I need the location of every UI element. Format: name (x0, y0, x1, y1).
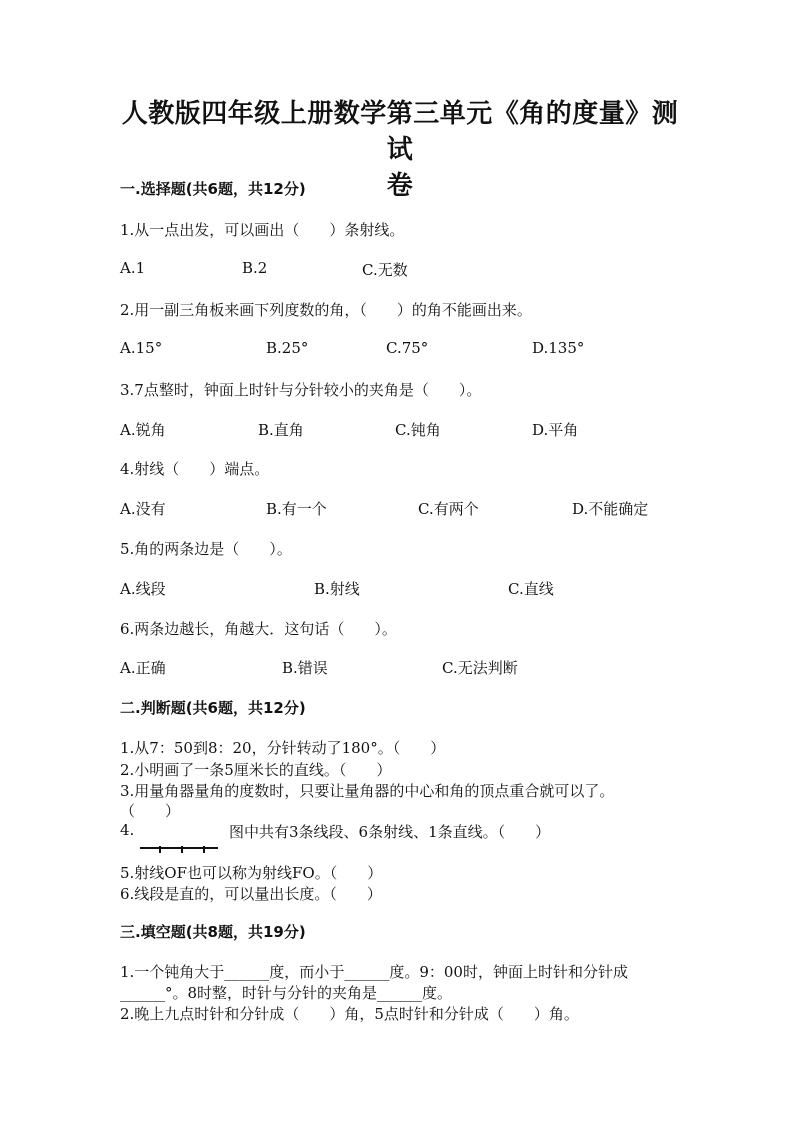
line-figure (140, 843, 218, 855)
fill-item: 1.一个钝角大于______度，而小于______度。9：00时，钟面上时针和分针成 (120, 963, 628, 981)
judgement-item-continued: （ ） (120, 802, 181, 820)
question-text: 2.用一副三角板来画下列度数的角，（ ）的角不能画出来。 (120, 301, 532, 319)
option-a: A.正确 (120, 659, 166, 677)
option-c: C.有两个 (418, 500, 479, 518)
section-heading-judgement: 二.判断题(共6题，共12分) (120, 699, 306, 717)
question-text: 1.从一点出发，可以画出（ ）条射线。 (120, 221, 405, 239)
option-b: B.25° (266, 339, 309, 357)
option-d: D.平角 (532, 421, 579, 439)
question-text: 3.7点整时，钟面上时针与分针较小的夹角是（ ）。 (120, 381, 482, 399)
option-d: D.不能确定 (572, 500, 649, 518)
question-text: 4.射线（ ）端点。 (120, 460, 270, 478)
section-heading-choice: 一.选择题(共6题，共12分) (120, 180, 306, 198)
fill-item: 2.晚上九点时针和分针成（ ）角，5点时针和分针成（ ）角。 (120, 1005, 579, 1023)
option-d: D.135° (532, 339, 585, 357)
judgement-item: 1.从7：50到8：20，分针转动了180°。（ ） (120, 739, 446, 757)
option-a: A.没有 (120, 500, 166, 518)
option-a: A.15° (120, 339, 163, 357)
option-c: C.无数 (362, 261, 408, 279)
question-text: 6.两条边越长，角越大．这句话（ ）。 (120, 620, 397, 638)
option-c: C.直线 (508, 580, 554, 598)
title-line-2: 卷 (386, 171, 414, 201)
judgement-item: 6.线段是直的，可以量出长度。（ ） (120, 885, 382, 903)
fill-item-continued: ______°。8时整，时针与分针的夹角是______度。 (120, 984, 453, 1002)
judgement-item: 2.小明画了一条5厘米长的直线。（ ） (120, 761, 392, 779)
option-a: A.线段 (120, 580, 166, 598)
judgement-item-number: 4. (120, 821, 135, 839)
option-c: C.钝角 (395, 421, 441, 439)
option-b: B.直角 (258, 421, 304, 439)
judgement-item: 5.射线OF也可以称为射线FO。（ ） (120, 864, 383, 882)
option-a: A.1 (120, 259, 146, 277)
question-text: 5.角的两条边是（ ）。 (120, 540, 292, 558)
option-b: B.有一个 (266, 500, 327, 518)
option-b: B.射线 (314, 580, 360, 598)
judgement-item: 图中共有3条线段、6条射线、1条直线。（ ） (229, 823, 551, 841)
judgement-item: 3.用量角器量角的度数时，只要让量角器的中心和角的顶点重合就可以了。 (120, 782, 615, 800)
title-line-1: 人教版四年级上册数学第三单元《角的度量》测试 (121, 99, 679, 165)
option-c: C.无法判断 (442, 659, 518, 677)
section-heading-fill: 三.填空题(共8题，共19分) (120, 923, 306, 941)
option-b: B.2 (242, 259, 268, 277)
option-b: B.错误 (282, 659, 328, 677)
option-a: A.锐角 (120, 421, 166, 439)
option-c: C.75° (386, 339, 429, 357)
